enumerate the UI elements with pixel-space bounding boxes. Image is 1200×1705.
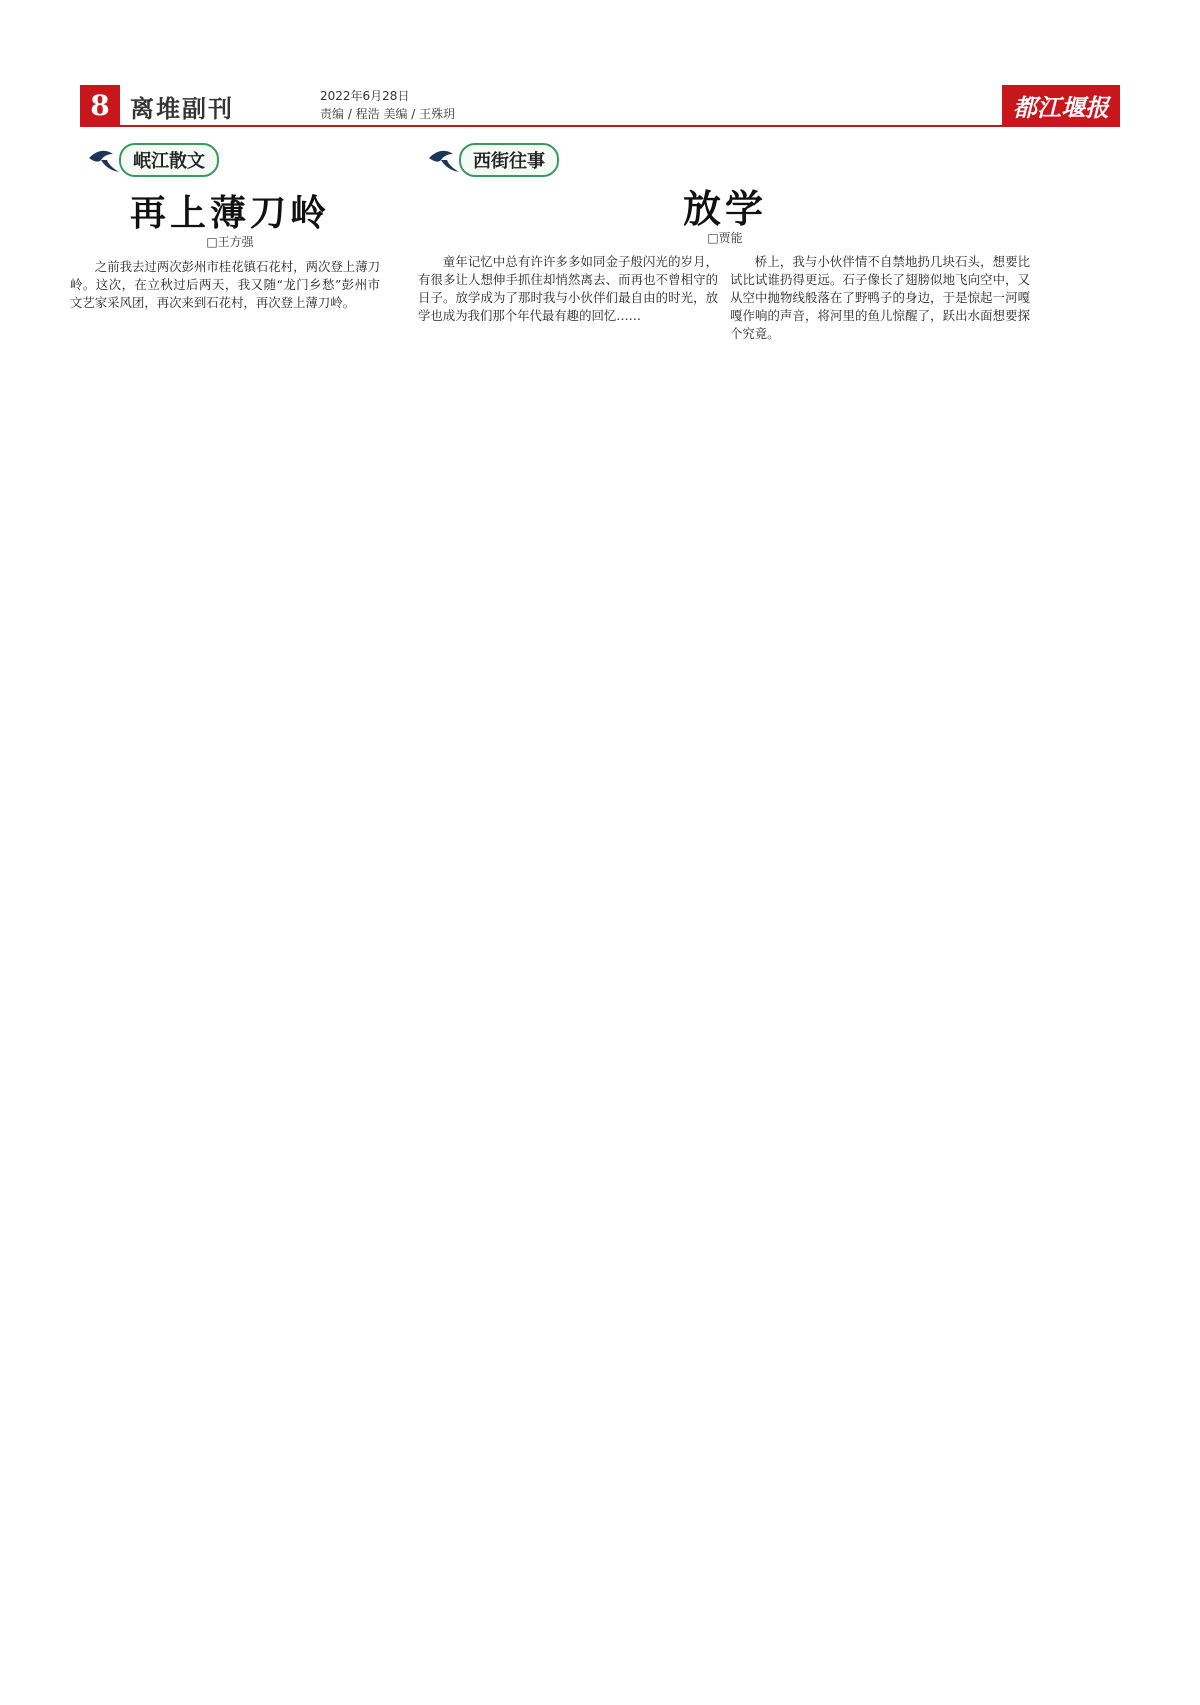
page-header	[80, 85, 1120, 127]
section-name: 离堆副刊	[130, 95, 234, 123]
article-paragraph: 桥上，我与小伙伴情不自禁地扔几块石头，想要比试比试谁扔得更远。石子像长了翅膀似地飞向空中，又从空中抛物线般落在了野鸭子的身边，于是惊起一河嘎嘎作响的声音，将河里的鱼儿惊醒了，跃出水面想要探个究竟。	[730, 254, 1030, 341]
column-tag-minjiang	[85, 140, 219, 180]
issue-date: 2022年6月28日	[320, 89, 410, 103]
article-paragraph: 童年记忆中总有许许多多如同金子般闪光的岁月，有很多让人想伸手抓住却悄然离去、而再也不曾相守的日子。放学成为了那时我与小伙伴们最自由的时光，放学也成为我们那个年代最有趣的回忆……	[418, 254, 718, 323]
swallow-icon	[85, 140, 125, 180]
page-number: 8	[80, 85, 120, 125]
column-tag-xijie	[425, 140, 559, 180]
editors-line: 责编 / 程浩 美编 / 王殊玥	[320, 107, 456, 121]
header-meta	[320, 87, 455, 123]
article-body-right	[730, 253, 1030, 343]
article-body-left	[418, 253, 718, 325]
column-tag-label: 西街往事	[459, 143, 559, 177]
article-body	[70, 258, 380, 312]
article-paragraph: 之前我去过两次彭州市桂花镇石花村，两次登上薄刀岭。这次，在立秋过后两天，我又随“龙门乡愁”彭州市文艺家采风团，再次来到石花村，再次登上薄刀岭。	[70, 259, 380, 310]
column-tag-label: 岷江散文	[119, 143, 219, 177]
article-byline: □王方强	[206, 235, 254, 249]
article-title: 放学	[682, 186, 767, 231]
article-title: 再上薄刀岭	[129, 192, 330, 234]
article-byline: □贾能	[707, 231, 743, 245]
swallow-icon	[425, 140, 465, 180]
newspaper-masthead: 都江堰报	[1002, 85, 1120, 125]
